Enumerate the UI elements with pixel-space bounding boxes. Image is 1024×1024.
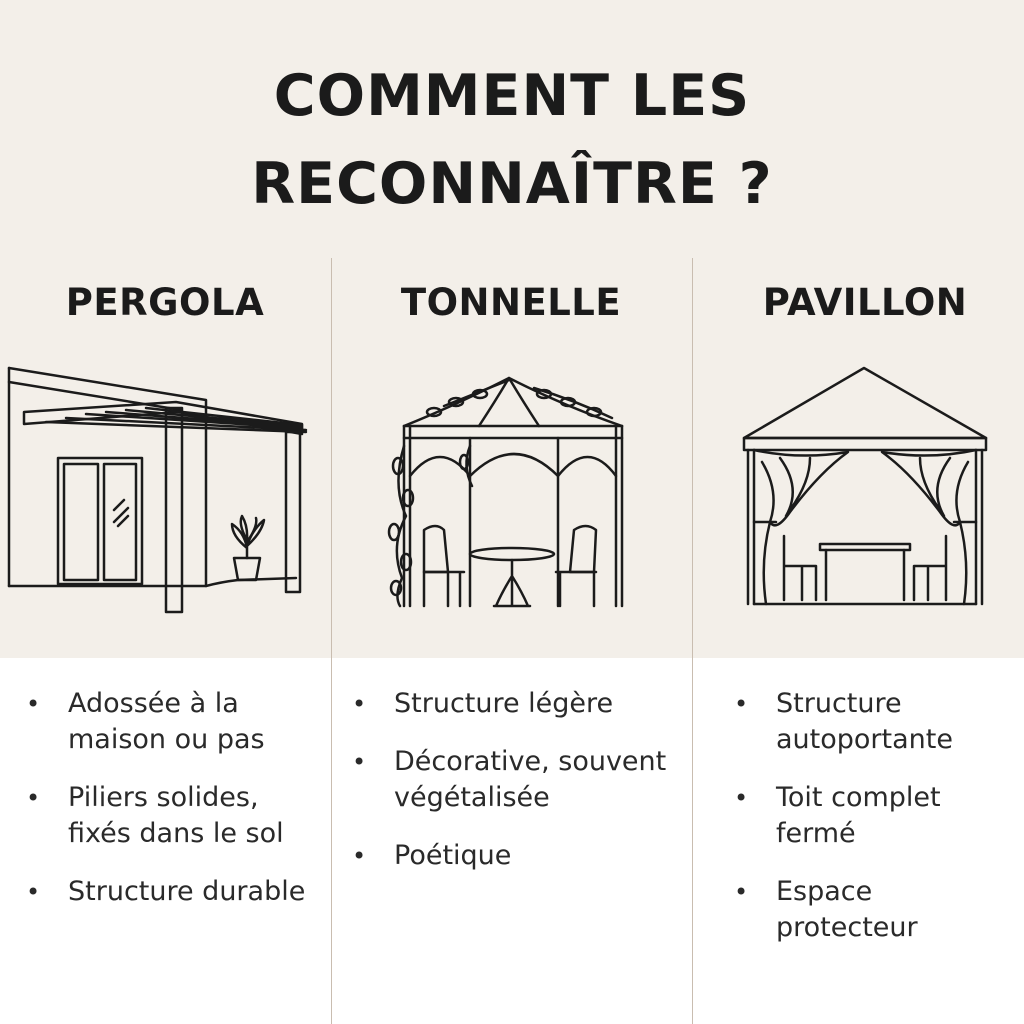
bullet-dot: • — [26, 784, 41, 812]
bullet-text: Poétique — [394, 840, 512, 871]
bullet-dot: • — [352, 690, 367, 718]
bullet-list-pavillon — [732, 686, 1022, 968]
bullet-list-tonnelle — [350, 686, 680, 896]
page-title-line-1: COMMENT LES — [273, 63, 751, 129]
list-item — [24, 780, 324, 852]
bullet-text: Adossée à la maison ou pas — [68, 688, 265, 755]
bullet-text: Structure durable — [68, 876, 306, 907]
bullet-dot: • — [734, 690, 749, 718]
pavillon-icon — [740, 362, 990, 612]
column-divider-2 — [692, 258, 693, 1024]
list-item — [24, 874, 324, 910]
list-item — [350, 686, 680, 722]
list-item — [732, 874, 1022, 946]
bullet-dot: • — [734, 878, 749, 906]
list-item — [350, 838, 680, 874]
tonnelle-icon — [384, 366, 634, 616]
bullet-list-pergola — [24, 686, 324, 932]
list-item — [732, 686, 1022, 758]
page-title-line-2: RECONNAÎTRE ? — [251, 151, 773, 217]
column-divider-1 — [331, 258, 332, 1024]
list-item — [24, 686, 324, 758]
bullet-text: Espace protecteur — [776, 876, 918, 943]
bullet-dot: • — [26, 690, 41, 718]
bullet-text: Structure légère — [394, 688, 614, 719]
bullet-dot: • — [734, 784, 749, 812]
column-title-pergola: PERGOLA — [65, 281, 265, 324]
bullet-text: Structure autoportante — [776, 688, 953, 755]
bullet-text: Décorative, souvent végétalisée — [394, 746, 667, 813]
page-title — [0, 52, 1024, 228]
bullet-dot: • — [352, 748, 367, 776]
pergola-icon — [6, 360, 318, 620]
bullet-text: Toit complet fermé — [776, 782, 941, 849]
list-item — [732, 780, 1022, 852]
bullet-dot: • — [352, 842, 367, 870]
list-item — [350, 744, 680, 816]
column-title-tonnelle: TONNELLE — [400, 281, 622, 324]
bullet-text: Piliers solides, fixés dans le sol — [68, 782, 284, 849]
column-title-pavillon: PAVILLON — [762, 281, 968, 324]
bullet-dot: • — [26, 878, 41, 906]
